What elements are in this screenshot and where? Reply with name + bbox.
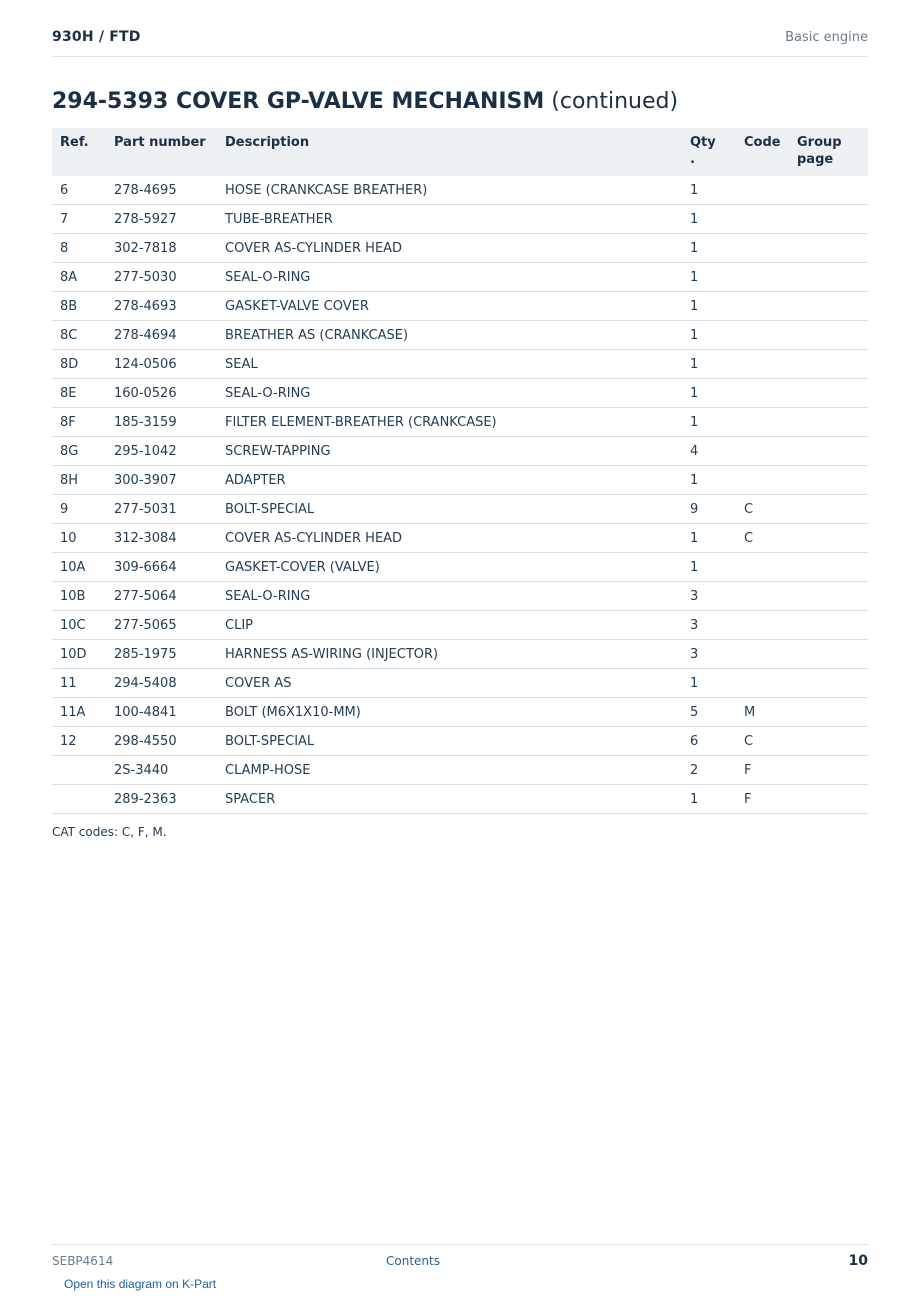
cell-part-number: 309-6664	[106, 553, 217, 582]
cell-code	[736, 321, 789, 350]
cell-ref: 8E	[52, 379, 106, 408]
cell-description: GASKET-VALVE COVER	[217, 292, 690, 321]
cell-description: FILTER ELEMENT-BREATHER (CRANKCASE)	[217, 408, 690, 437]
table-row	[52, 234, 868, 263]
page-footer	[52, 1244, 868, 1275]
header-qty-line1: Qty	[690, 135, 716, 150]
cell-part-number: 278-4695	[106, 176, 217, 205]
cell-code: C	[736, 495, 789, 524]
cell-part-number: 185-3159	[106, 408, 217, 437]
cell-description: BREATHER AS (CRANKCASE)	[217, 321, 690, 350]
cell-part-number: 278-4693	[106, 292, 217, 321]
cell-code: F	[736, 756, 789, 785]
cell-group-page	[789, 727, 868, 756]
cell-ref: 8A	[52, 263, 106, 292]
cell-qty: 1	[690, 379, 736, 408]
table-row	[52, 611, 868, 640]
cell-qty: 1	[690, 263, 736, 292]
cell-part-number: 294-5408	[106, 669, 217, 698]
cell-description: SEAL-O-RING	[217, 582, 690, 611]
cell-ref	[52, 785, 106, 814]
cell-qty: 1	[690, 408, 736, 437]
cell-description: HOSE (CRANKCASE BREATHER)	[217, 176, 690, 205]
cell-code	[736, 408, 789, 437]
header-group-line2: page	[797, 152, 834, 167]
cell-part-number: 277-5030	[106, 263, 217, 292]
cell-description: TUBE-BREATHER	[217, 205, 690, 234]
cell-ref: 8H	[52, 466, 106, 495]
section-label: Basic engine	[785, 30, 868, 45]
cell-part-number: 289-2363	[106, 785, 217, 814]
cell-group-page	[789, 495, 868, 524]
cat-codes-note: CAT codes: C, F, M.	[52, 825, 167, 839]
cell-code	[736, 350, 789, 379]
cell-code: F	[736, 785, 789, 814]
cell-group-page	[789, 756, 868, 785]
table-row	[52, 785, 868, 814]
header-ref: Ref.	[52, 128, 106, 176]
cell-code	[736, 437, 789, 466]
parts-table	[52, 128, 868, 814]
cell-group-page	[789, 524, 868, 553]
table-row	[52, 727, 868, 756]
table-row	[52, 582, 868, 611]
cell-description: COVER AS-CYLINDER HEAD	[217, 234, 690, 263]
cell-description: HARNESS AS-WIRING (INJECTOR)	[217, 640, 690, 669]
table-body	[52, 176, 868, 814]
title-suffix: (continued)	[551, 89, 679, 114]
cell-group-page	[789, 234, 868, 263]
cell-code	[736, 640, 789, 669]
cell-code	[736, 379, 789, 408]
cell-part-number: 278-4694	[106, 321, 217, 350]
cell-qty: 2	[690, 756, 736, 785]
cell-code: M	[736, 698, 789, 727]
cell-group-page	[789, 437, 868, 466]
cell-group-page	[789, 640, 868, 669]
document-id: SEBP4614	[52, 1254, 114, 1268]
header-qty	[690, 128, 736, 176]
cell-group-page	[789, 669, 868, 698]
cell-ref: 8	[52, 234, 106, 263]
cell-group-page	[789, 785, 868, 814]
cell-qty: 6	[690, 727, 736, 756]
cell-ref: 7	[52, 205, 106, 234]
cell-description: GASKET-COVER (VALVE)	[217, 553, 690, 582]
cell-part-number: 277-5031	[106, 495, 217, 524]
contents-link[interactable]: Contents	[386, 1254, 440, 1268]
cell-part-number: 277-5064	[106, 582, 217, 611]
cell-qty: 1	[690, 553, 736, 582]
cell-ref	[52, 756, 106, 785]
cell-description: COVER AS-CYLINDER HEAD	[217, 524, 690, 553]
cell-ref: 8C	[52, 321, 106, 350]
cell-description: SEAL-O-RING	[217, 263, 690, 292]
cell-code: C	[736, 524, 789, 553]
table-row	[52, 292, 868, 321]
cell-group-page	[789, 408, 868, 437]
cell-part-number: 300-3907	[106, 466, 217, 495]
table-row	[52, 466, 868, 495]
cell-part-number: 302-7818	[106, 234, 217, 263]
table-row	[52, 553, 868, 582]
cell-group-page	[789, 321, 868, 350]
cell-part-number: 295-1042	[106, 437, 217, 466]
cell-qty: 1	[690, 176, 736, 205]
cell-qty: 9	[690, 495, 736, 524]
table-row	[52, 350, 868, 379]
cell-part-number: 2S-3440	[106, 756, 217, 785]
cell-description: ADAPTER	[217, 466, 690, 495]
cell-group-page	[789, 466, 868, 495]
title-main: 294-5393 COVER GP-VALVE MECHANISM	[52, 89, 545, 114]
cell-ref: 11	[52, 669, 106, 698]
cell-group-page	[789, 582, 868, 611]
cell-group-page	[789, 350, 868, 379]
cell-description: COVER AS	[217, 669, 690, 698]
cell-qty: 3	[690, 582, 736, 611]
table-row	[52, 669, 868, 698]
cell-group-page	[789, 379, 868, 408]
header-code: Code	[736, 128, 789, 176]
table-row	[52, 640, 868, 669]
cell-code	[736, 582, 789, 611]
cell-description: SEAL	[217, 350, 690, 379]
cell-group-page	[789, 698, 868, 727]
cell-code	[736, 292, 789, 321]
cell-code	[736, 263, 789, 292]
table-row	[52, 524, 868, 553]
cell-part-number: 160-0526	[106, 379, 217, 408]
table-row	[52, 408, 868, 437]
cell-description: CLAMP-HOSE	[217, 756, 690, 785]
cell-qty: 5	[690, 698, 736, 727]
table-row	[52, 321, 868, 350]
cell-description: CLIP	[217, 611, 690, 640]
cell-ref: 9	[52, 495, 106, 524]
cell-code	[736, 611, 789, 640]
cell-description: SCREW-TAPPING	[217, 437, 690, 466]
cell-description: SPACER	[217, 785, 690, 814]
cell-description: SEAL-O-RING	[217, 379, 690, 408]
cell-group-page	[789, 263, 868, 292]
cell-qty: 3	[690, 640, 736, 669]
cell-ref: 10C	[52, 611, 106, 640]
table-header-row	[52, 128, 868, 176]
table-row	[52, 176, 868, 205]
page-title	[52, 89, 678, 114]
cell-ref: 8G	[52, 437, 106, 466]
table-row	[52, 756, 868, 785]
cell-group-page	[789, 611, 868, 640]
header-description: Description	[217, 128, 690, 176]
cell-group-page	[789, 292, 868, 321]
cell-qty: 1	[690, 785, 736, 814]
header-group-page	[789, 128, 868, 176]
cell-ref: 12	[52, 727, 106, 756]
cell-group-page	[789, 205, 868, 234]
cell-part-number: 124-0506	[106, 350, 217, 379]
cell-qty: 1	[690, 321, 736, 350]
cell-code	[736, 466, 789, 495]
cell-code	[736, 553, 789, 582]
cell-code: C	[736, 727, 789, 756]
header-part-number: Part number	[106, 128, 217, 176]
cell-ref: 8B	[52, 292, 106, 321]
cell-part-number: 298-4550	[106, 727, 217, 756]
cell-ref: 8D	[52, 350, 106, 379]
cell-ref: 11A	[52, 698, 106, 727]
cell-group-page	[789, 553, 868, 582]
table-row	[52, 205, 868, 234]
page-header	[52, 0, 868, 57]
cell-qty: 1	[690, 524, 736, 553]
cell-description: BOLT-SPECIAL	[217, 495, 690, 524]
header-group-line1: Group	[797, 135, 842, 150]
cell-qty: 1	[690, 669, 736, 698]
cell-qty: 1	[690, 234, 736, 263]
cell-ref: 8F	[52, 408, 106, 437]
cell-code	[736, 205, 789, 234]
cell-qty: 1	[690, 466, 736, 495]
table-row	[52, 263, 868, 292]
cell-ref: 10	[52, 524, 106, 553]
cell-part-number: 312-3084	[106, 524, 217, 553]
cell-ref: 10A	[52, 553, 106, 582]
cell-code	[736, 176, 789, 205]
kpart-diagram-link[interactable]: Open this diagram on K-Part	[64, 1277, 217, 1291]
cell-description: BOLT-SPECIAL	[217, 727, 690, 756]
cell-code	[736, 234, 789, 263]
cell-description: BOLT (M6X1X10-MM)	[217, 698, 690, 727]
table-row	[52, 437, 868, 466]
table-row	[52, 379, 868, 408]
cell-ref: 6	[52, 176, 106, 205]
cell-qty: 3	[690, 611, 736, 640]
model-label: 930H / FTD	[52, 29, 141, 45]
cell-part-number: 277-5065	[106, 611, 217, 640]
cell-part-number: 278-5927	[106, 205, 217, 234]
cell-code	[736, 669, 789, 698]
cell-ref: 10B	[52, 582, 106, 611]
cell-group-page	[789, 176, 868, 205]
table-row	[52, 495, 868, 524]
cell-qty: 1	[690, 292, 736, 321]
cell-ref: 10D	[52, 640, 106, 669]
cell-part-number: 285-1975	[106, 640, 217, 669]
cell-qty: 1	[690, 350, 736, 379]
cell-part-number: 100-4841	[106, 698, 217, 727]
table-row	[52, 698, 868, 727]
cell-qty: 1	[690, 205, 736, 234]
page-number: 10	[848, 1253, 868, 1269]
cell-qty: 4	[690, 437, 736, 466]
header-qty-line2: .	[690, 152, 695, 167]
